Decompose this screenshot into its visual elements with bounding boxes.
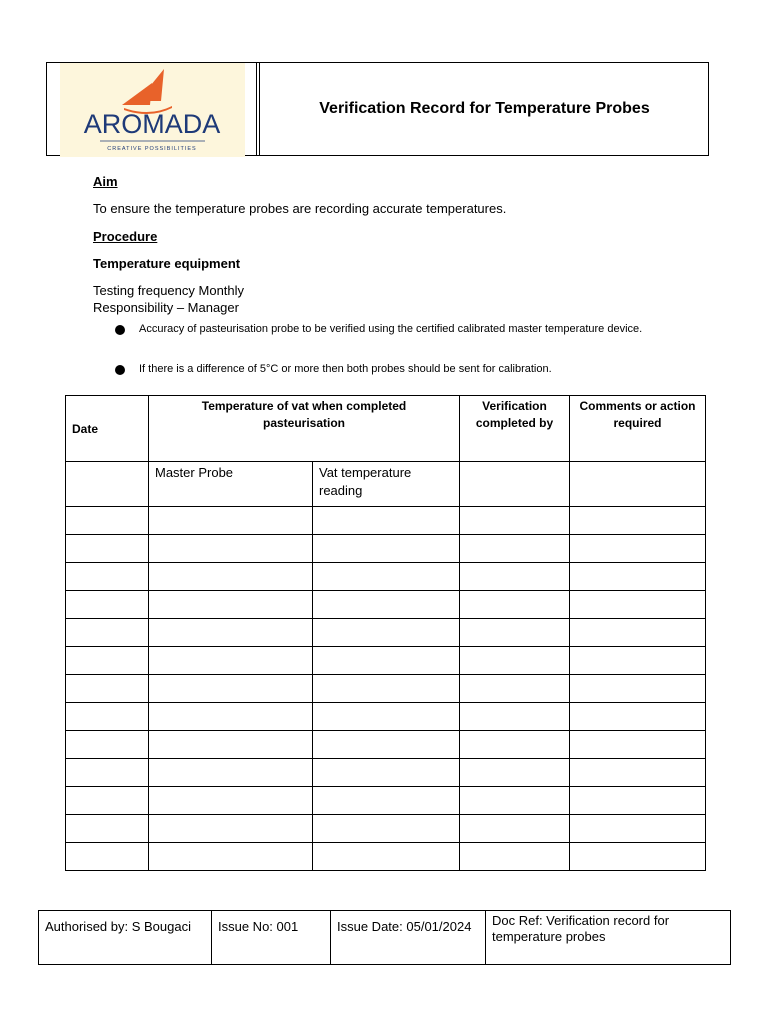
table-cell[interactable] — [149, 703, 313, 731]
table-cell[interactable] — [570, 535, 706, 563]
subheader-master-probe: Master Probe — [149, 462, 313, 507]
table-cell[interactable] — [313, 563, 460, 591]
table-cell[interactable] — [460, 731, 570, 759]
table-cell[interactable] — [66, 563, 149, 591]
table-cell[interactable] — [149, 563, 313, 591]
table-cell[interactable] — [570, 787, 706, 815]
table-row — [66, 759, 706, 787]
table-row — [66, 647, 706, 675]
equipment-subheading: Temperature equipment — [93, 256, 241, 271]
table-cell[interactable] — [149, 507, 313, 535]
table-cell[interactable] — [66, 507, 149, 535]
table-cell[interactable] — [149, 647, 313, 675]
table-cell[interactable] — [313, 815, 460, 843]
table-cell[interactable] — [460, 619, 570, 647]
table-cell[interactable] — [570, 619, 706, 647]
logo-cell — [47, 63, 257, 155]
bullet-text: If there is a difference of 5°C or more then both probes should be sent for calibration. — [139, 363, 552, 375]
table-cell[interactable] — [460, 507, 570, 535]
table-cell[interactable] — [66, 591, 149, 619]
table-cell[interactable] — [313, 731, 460, 759]
table-row — [66, 731, 706, 759]
table-row — [66, 675, 706, 703]
table-cell[interactable] — [313, 675, 460, 703]
table-row — [66, 815, 706, 843]
table-cell[interactable] — [313, 507, 460, 535]
table-header-row — [66, 396, 706, 462]
issue-date: Issue Date: 05/01/2024 — [331, 911, 486, 965]
aim-heading: Aim — [93, 174, 118, 189]
table-cell[interactable] — [66, 759, 149, 787]
table-cell[interactable] — [66, 675, 149, 703]
procedure-heading: Procedure — [93, 229, 158, 244]
bullet-icon — [115, 325, 125, 335]
table-cell[interactable] — [313, 787, 460, 815]
table-row — [66, 563, 706, 591]
table-cell[interactable] — [149, 731, 313, 759]
table-cell[interactable] — [66, 462, 149, 507]
table-cell[interactable] — [570, 563, 706, 591]
table-cell[interactable] — [66, 535, 149, 563]
table-cell[interactable] — [313, 591, 460, 619]
table-cell[interactable] — [460, 703, 570, 731]
table-row — [66, 843, 706, 871]
table-cell[interactable] — [149, 675, 313, 703]
table-cell[interactable] — [570, 507, 706, 535]
table-cell[interactable] — [66, 703, 149, 731]
subheader-vat-temperature: Vat temperature reading — [313, 462, 460, 507]
table-cell[interactable] — [460, 563, 570, 591]
table-cell[interactable] — [460, 591, 570, 619]
table-cell[interactable] — [149, 591, 313, 619]
table-cell[interactable] — [460, 535, 570, 563]
table-row — [66, 507, 706, 535]
table-cell[interactable] — [570, 462, 706, 507]
aromada-logo — [60, 63, 245, 157]
table-cell[interactable] — [460, 759, 570, 787]
table-cell[interactable] — [66, 731, 149, 759]
issue-number: Issue No: 001 — [212, 911, 331, 965]
bullet-text: Accuracy of pasteurisation probe to be verified using the certified calibrated master temperature device. — [139, 323, 643, 335]
table-row — [66, 591, 706, 619]
table-subheader-row — [66, 462, 706, 507]
table-cell[interactable] — [313, 759, 460, 787]
title-cell — [259, 63, 709, 155]
verification-table — [65, 395, 706, 871]
table-row — [66, 619, 706, 647]
table-cell[interactable] — [149, 759, 313, 787]
table-cell[interactable] — [460, 462, 570, 507]
table-cell[interactable] — [66, 815, 149, 843]
table-cell[interactable] — [570, 591, 706, 619]
table-cell[interactable] — [149, 787, 313, 815]
table-cell[interactable] — [149, 843, 313, 871]
table-cell[interactable] — [66, 619, 149, 647]
table-cell[interactable] — [149, 815, 313, 843]
responsibility: Responsibility – Manager — [93, 300, 239, 315]
table-cell[interactable] — [570, 731, 706, 759]
logo-tagline: CREATIVE POSSIBILITIES — [107, 146, 197, 152]
table-cell[interactable] — [313, 535, 460, 563]
header-date: Date — [66, 396, 149, 462]
authorised-by: Authorised by: S Bougaci — [39, 911, 212, 965]
header-temperature: Temperature of vat when completed pasteurisation — [149, 396, 460, 462]
table-cell[interactable] — [570, 703, 706, 731]
table-row — [66, 703, 706, 731]
table-body — [66, 507, 706, 871]
document-title: Verification Record for Temperature Probes — [319, 100, 650, 117]
table-cell[interactable] — [460, 787, 570, 815]
testing-frequency: Testing frequency Monthly — [93, 283, 245, 298]
table-cell[interactable] — [313, 843, 460, 871]
table-row — [66, 535, 706, 563]
table-cell[interactable] — [460, 675, 570, 703]
table-cell[interactable] — [149, 535, 313, 563]
table-cell[interactable] — [570, 759, 706, 787]
table-cell[interactable] — [313, 619, 460, 647]
table-cell[interactable] — [570, 675, 706, 703]
logo-wordmark: AROMADA — [83, 109, 221, 139]
aim-text: To ensure the temperature probes are recording accurate temperatures. — [93, 201, 507, 216]
table-cell[interactable] — [570, 815, 706, 843]
table-cell[interactable] — [460, 647, 570, 675]
table-cell[interactable] — [570, 647, 706, 675]
table-cell[interactable] — [313, 647, 460, 675]
sail-icon — [60, 63, 245, 157]
document-header — [46, 62, 709, 156]
table-cell[interactable] — [66, 647, 149, 675]
document-footer — [38, 910, 731, 965]
table-cell[interactable] — [570, 843, 706, 871]
table-cell[interactable] — [66, 787, 149, 815]
table-cell[interactable] — [313, 703, 460, 731]
header-verification: Verification completed by — [460, 396, 570, 462]
doc-ref: Doc Ref: Verification record for temperature probes — [486, 911, 731, 965]
table-row — [66, 787, 706, 815]
table-cell[interactable] — [66, 843, 149, 871]
header-comments: Comments or action required — [570, 396, 706, 462]
table-cell[interactable] — [460, 815, 570, 843]
bullet-icon — [115, 365, 125, 375]
table-cell[interactable] — [460, 843, 570, 871]
table-cell[interactable] — [149, 619, 313, 647]
